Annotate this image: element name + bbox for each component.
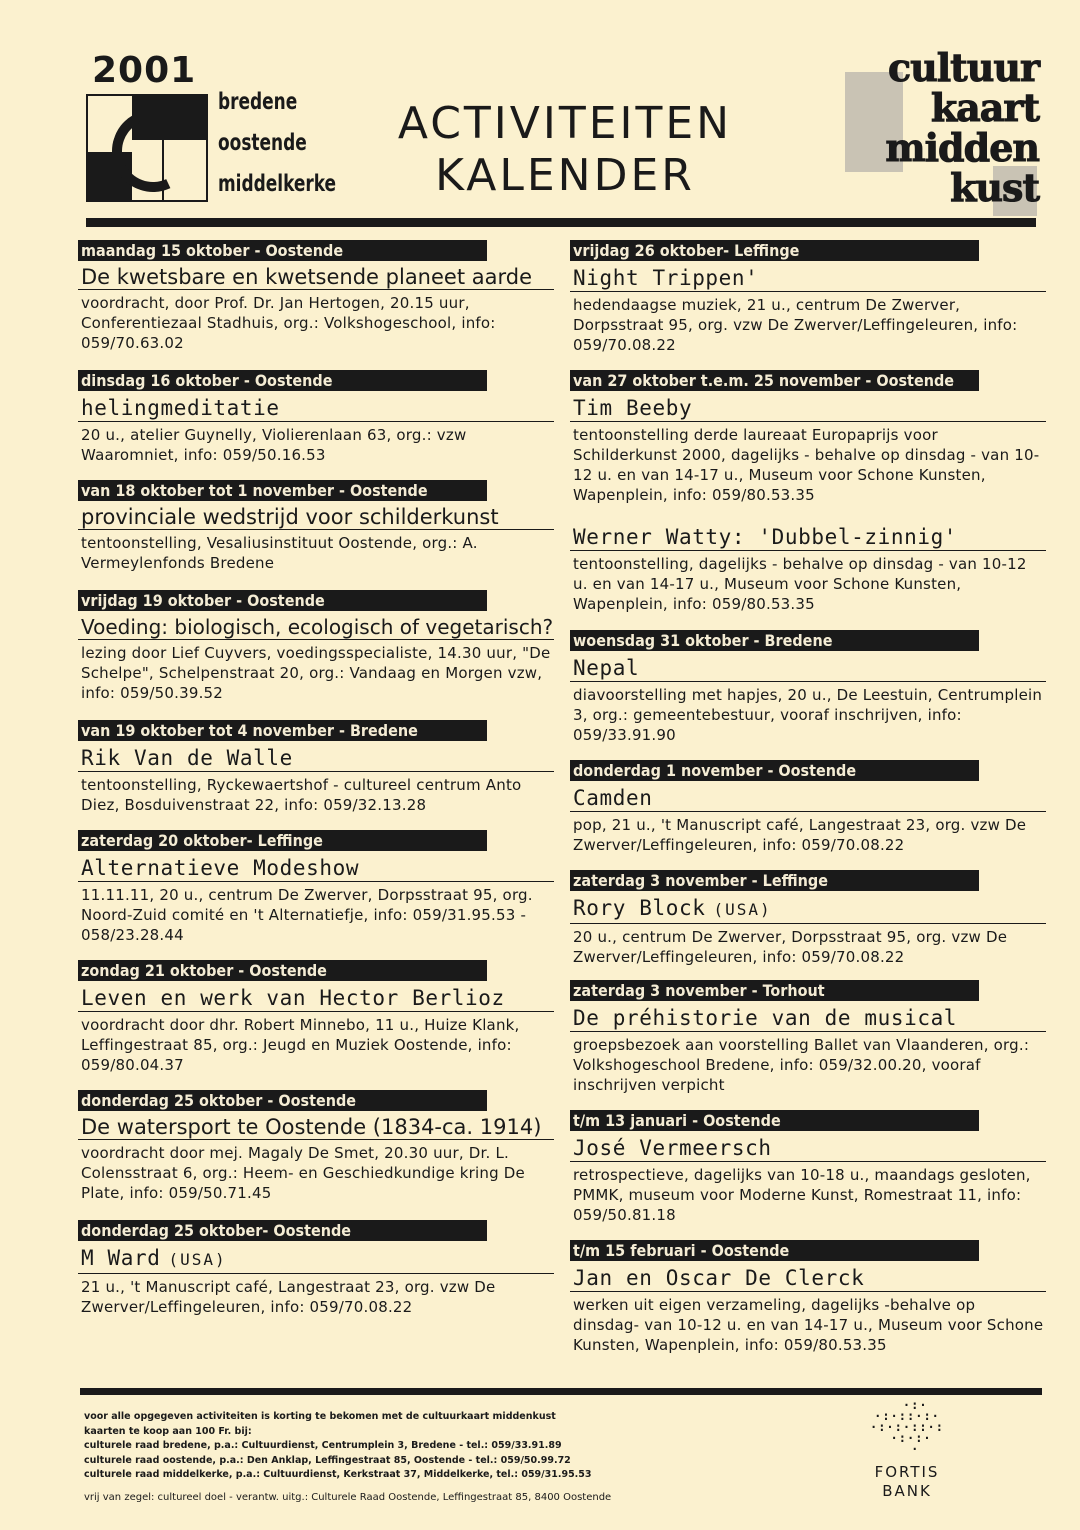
event-title [78,985,554,1012]
event-title [570,265,1046,292]
region-logo [86,94,208,202]
event-title-text: M Ward [81,1246,161,1270]
event-title [78,1115,554,1140]
event-description: hedendaagse muziek, 21 u., centrum De Zwerver, Dorpsstraat 95, org. vzw De Zwerver/Leffingeleuren, info: 059/70.08.22 [573,296,1018,354]
event-title-text: Camden [573,786,653,810]
footer-line: culturele raad middelkerke, p.a.: Cultuurdienst, Kerkstraat 37, Middelkerke, tel.: 059/31.95.53 [84,1469,592,1480]
event-title-text: Rik Van de Walle [81,746,293,770]
event-title-text: De watersport te Oostende (1834-ca. 1914) [81,1115,542,1139]
event-title-text: José Vermeersch [573,1136,772,1160]
event-title-text: Voeding: biologisch, ecologisch of vegetarisch? [81,615,554,639]
event-date-bar: van 19 oktober tot 4 november - Bredene [78,720,487,741]
sponsor-emblem-icon: ·:· ·:·::·:· ·:·:·::·: ·:·:· · [869,1398,945,1456]
event-item [78,590,554,703]
footer-line: culturele raad oostende, p.a.: Den Anklap, Leffingestraat 85, Oostende - tel.: 059/50.99.72 [84,1454,571,1466]
event-title [78,505,554,530]
year-label: 2001 [92,50,197,91]
event-description: lezing door Lief Cuyvers, voedingsspecialiste, 14.30 uur, "De Schelpe", Schelpenstraat 20, org.: Vandaag en Morgen vzw, info: 059/50.39.52 [81,644,551,702]
event-title [570,524,1046,551]
event-item [570,980,1046,1095]
event-date-bar: zaterdag 20 oktober- Leffinge [78,830,487,851]
event-title-text: Jan en Oscar De Clerck [573,1266,865,1290]
logo-word-midden: midden [885,125,1039,170]
logo-word-kaart: kaart [930,85,1039,130]
event-date-bar: t/m 15 februari - Oostende [570,1240,979,1261]
event-title [78,395,554,422]
event-date-bar: donderdag 25 oktober - Oostende [78,1090,487,1111]
event-item [570,520,1046,614]
event-title [570,1005,1046,1032]
event-description: groepsbezoek aan voorstelling Ballet van Vlaanderen, org.: Volkshogeschool Bredene, info: 059/32.00.20, vooraf inschrijven verpicht [573,1036,1030,1094]
event-description: 20 u., centrum De Zwerver, Dorpsstraat 95, org. vzw De Zwerver/Leffingeleuren, info: 059/70.08.22 [573,928,1008,966]
event-title-tag: (USA) [168,1250,227,1269]
sponsor-logo [852,1400,962,1501]
event-title-text: provinciale wedstrijd voor schilderkunst [81,505,499,529]
logo-word-cultuur: cultuur [887,45,1039,90]
event-title-text: helingmeditatie [81,396,280,420]
event-description: tentoonstelling, dagelijks - behalve op dinsdag - van 10-12 u. en van 14-17 u., Museum voor Schone Kunsten, Wapenplein, info: 059/80.53.35 [573,555,1027,613]
event-date-bar: vrijdag 26 oktober- Leffinge [570,240,979,261]
place-oostende: oostende [218,130,307,156]
event-date-bar: donderdag 25 oktober- Oostende [78,1220,487,1241]
event-description: diavoorstelling met hapjes, 20 u., De Leestuin, Centrumplein 3, org.: gemeentebestuur, vooraf inschrijven, info: 059/33.91.90 [573,686,1043,744]
event-item [78,1220,554,1317]
event-title [78,745,554,772]
event-item [78,960,554,1075]
event-description: 21 u., 't Manuscript café, Langestraat 23, org. vzw De Zwerver/Leffingeleuren, info: 059/70.08.22 [81,1278,496,1316]
event-title-tag: (USA) [713,900,772,919]
event-item [570,240,1046,355]
event-date-bar: woensdag 31 oktober - Bredene [570,630,979,651]
event-date-bar: t/m 13 januari - Oostende [570,1110,979,1131]
event-title-text: Nepal [573,656,640,680]
footer-info [84,1410,592,1483]
event-description: tentoonstelling, Ryckewaertshof - cultureel centrum Anto Diez, Bosduivenstraat 22, info: 059/32.13.28 [81,776,522,814]
place-middelkerke: middelkerke [218,171,337,197]
event-description: voordracht, door Prof. Dr. Jan Hertogen, 20.15 uur, Conferentiezaal Stadhuis, org.: Volkshogeschool, info: 059/70.63.02 [81,294,496,352]
title-line-2: KALENDER [435,150,695,201]
event-title [570,655,1046,682]
event-item [78,480,554,573]
event-title-text: Night Trippen' [573,266,759,290]
publisher-note: vrij van zegel: cultureel doel - verantw. uitg.: Culturele Raad Oostende, Leffingestraat 85, 8400 Oostende [84,1492,612,1503]
event-title-text: De kwetsbare en kwetsende planeet aarde [81,265,532,289]
place-bredene: bredene [218,89,298,115]
event-item [570,760,1046,855]
event-description: tentoonstelling, Vesaliusinstituut Oostende, org.: A. Vermeylenfonds Bredene [81,534,478,572]
event-description: pop, 21 u., 't Manuscript café, Langestraat 23, org. vzw De Zwerver/Leffingeleuren, info: 059/70.08.22 [573,816,1027,854]
event-date-bar: van 27 oktober t.e.m. 25 november - Oostende [570,370,979,391]
cultuurkaart-logo [843,45,1039,216]
event-item [570,1240,1046,1355]
page-title [370,98,760,202]
event-description: 20 u., atelier Guynelly, Violierenlaan 63, org.: vzw Waaromniet, info: 059/50.16.53 [81,426,467,464]
event-title [78,615,554,640]
event-title [570,1265,1046,1292]
event-title-text: Alternatieve Modeshow [81,856,360,880]
logo-word-kust: kust [950,165,1039,210]
event-date-bar: dinsdag 16 oktober - Oostende [78,370,487,391]
event-item [78,370,554,465]
event-title [78,1245,554,1274]
event-title [570,1135,1046,1162]
event-date-bar: maandag 15 oktober - Oostende [78,240,487,261]
event-description: 11.11.11, 20 u., centrum De Zwerver, Dorpsstraat 95, org. Noord-Zuid comité en 't Alternatiefje, info: 059/31.95.53 - 058/23.28.44 [81,886,533,944]
event-item [78,720,554,815]
event-item [570,630,1046,745]
event-date-bar: zaterdag 3 november - Leffinge [570,870,979,891]
event-date-bar: van 18 oktober tot 1 november - Oostende [78,480,487,501]
event-date-bar: vrijdag 19 oktober - Oostende [78,590,487,611]
event-item [570,370,1046,505]
event-date-bar: zondag 21 oktober - Oostende [78,960,487,981]
event-description: retrospectieve, dagelijks van 10-18 u., maandags gesloten, PMMK, museum voor Moderne Kunst, Romestraat 11, info: 059/50.81.18 [573,1166,1031,1224]
event-item [570,870,1046,967]
footer-line: kaarten te koop aan 100 Fr. bij: [84,1425,252,1437]
event-item [570,1110,1046,1225]
event-description: voordracht door mej. Magaly De Smet, 20.30 uur, Dr. L. Colensstraat 6, org.: Heem- en Geschiedkundige kring De Plate, info: 059/50.71.45 [81,1144,525,1202]
header-divider [86,218,1036,227]
event-title-text: Rory Block [573,896,706,920]
event-item [78,240,554,353]
event-date-bar: donderdag 1 november - Oostende [570,760,979,781]
event-item [78,830,554,945]
title-line-1: ACTIVITEITEN [397,98,733,149]
event-description: voordracht door dhr. Robert Minnebo, 11 u., Huize Klank, Leffingestraat 85, org.: Jeugd en Muziek Oostende, info: 059/80.04.37 [81,1016,520,1074]
footer-line: voor alle opgegeven activiteiten is korting te bekomen met de cultuurkaart middenkust [84,1411,556,1422]
places-list [218,82,336,205]
event-title [78,855,554,882]
sponsor-name: FORTIS [874,1463,940,1481]
sponsor-name-2: BANK [882,1482,932,1500]
event-description: werken uit eigen verzameling, dagelijks -behalve op dinsdag- van 10-12 u. en van 14-17 u., Museum voor Schone Kunsten, Wapenplein, info: 059/80.53.35 [573,1296,1044,1354]
event-description: tentoonstelling derde laureaat Europaprijs voor Schilderkunst 2000, dagelijks - behalve op dinsdag - van 10-12 u. en van 14-17 u., Museum voor Schone Kunsten, Wapenplein, info: 059/80.53.35 [573,426,1040,504]
event-item [78,1090,554,1203]
event-title [570,785,1046,812]
footer-line: culturele raad bredene, p.a.: Cultuurdienst, Centrumplein 3, Bredene - tel.: 059/33.91.89 [84,1440,562,1451]
event-date-bar: zaterdag 3 november - Torhout [570,980,979,1001]
event-title-text: De préhistorie van de musical [573,1006,958,1030]
event-title-text: Werner Watty: 'Dubbel-zinnig' [573,525,958,549]
event-title [570,395,1046,422]
footer-divider [80,1388,1042,1395]
event-title [570,895,1046,924]
event-title [78,265,554,290]
event-title-text: Tim Beeby [573,396,693,420]
event-title-text: Leven en werk van Hector Berlioz [81,986,505,1010]
